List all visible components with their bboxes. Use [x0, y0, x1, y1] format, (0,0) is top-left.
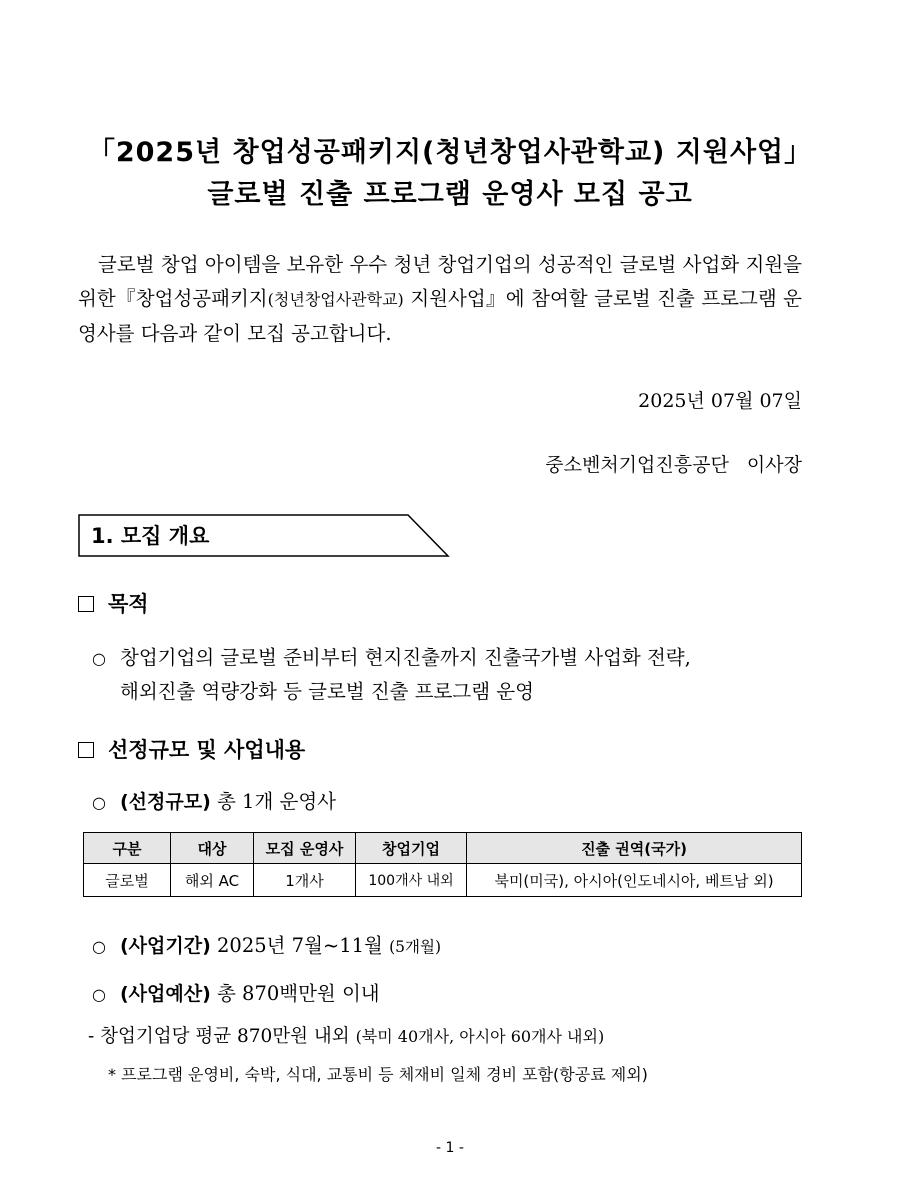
- circle-bullet-icon: ○: [92, 793, 106, 812]
- table-header-cell: 모집 운영사: [254, 833, 356, 864]
- table-header-cell: 구분: [84, 833, 171, 864]
- page-number: - 1 -: [436, 1140, 464, 1156]
- section-title: 1. 모집 개요: [91, 524, 210, 548]
- document-title-line2: 글로벌 진출 프로그램 운영사 모집 공고: [207, 179, 693, 210]
- circle-bullet-icon: ○: [92, 649, 106, 668]
- table-header-cell: 창업기업: [356, 833, 467, 864]
- scale-heading-text: 선정규모 및 사업내용: [108, 738, 306, 762]
- circle-bullet-icon: ○: [92, 985, 106, 1004]
- intro-text-part2: (청년창업사관학교): [267, 290, 404, 309]
- table-header-cell: 대상: [171, 833, 254, 864]
- issuer: 중소벤처기업진흥공단 이사장: [545, 454, 802, 476]
- table-cell: 해외 AC: [171, 864, 254, 897]
- purpose-heading: [78, 588, 149, 618]
- scale-bullet-label: (선정규모): [120, 791, 211, 813]
- period-text: 2025년 7월~11월: [217, 934, 383, 957]
- checkbox-square-icon: [78, 742, 94, 758]
- purpose-bullet-text1: 창업기업의 글로벌 준비부터 현지진출까지 진출국가별 사업화 전략,: [120, 646, 691, 669]
- budget-bullet: [92, 978, 380, 1006]
- announcement-date: 2025년 07월 07일: [638, 390, 802, 412]
- budget-detail-text: - 창업기업당 평균 870만원 내외: [88, 1026, 350, 1047]
- scale-bullet-text: 총 1개 운영사: [217, 790, 336, 813]
- budget-label: (사업예산): [120, 983, 211, 1005]
- budget-text: 총 870백만원 이내: [217, 982, 380, 1005]
- table-cell: 1개사: [254, 864, 356, 897]
- period-duration: (5개월): [389, 938, 442, 956]
- purpose-bullet-line2: 해외진출 역량강화 등 글로벌 진출 프로그램 운영: [120, 680, 534, 703]
- table-cell: 100개사 내외: [356, 864, 467, 897]
- table-header-cell: 진출 권역(국가): [467, 833, 802, 864]
- budget-note: * 프로그램 운영비, 숙박, 식대, 교통비 등 체재비 일체 경비 포함(항공료 제외): [108, 1065, 648, 1084]
- table-cell: 북미(미국), 아시아(인도네시아, 베트남 외): [467, 864, 802, 897]
- document-title-line1: 「2025년 창업성공패키지(청년창업사관학교) 지원사업」: [87, 137, 813, 168]
- period-label: (사업기간): [120, 935, 211, 957]
- section-header-box: [78, 514, 448, 556]
- selection-table: [83, 832, 802, 897]
- intro-paragraph: [78, 248, 802, 351]
- scale-heading: [78, 734, 305, 764]
- intro-text-part1: 글로벌 창업 아이템을 보유한 우수 청년 창업기업의 성공적인 글로벌 사업화 지원을 위한『창업성공패키지: [78, 253, 802, 310]
- circle-bullet-icon: ○: [92, 937, 106, 956]
- budget-detail-breakdown: (북미 40개사, 아시아 60개사 내외): [355, 1027, 605, 1046]
- table-row: [84, 864, 802, 897]
- budget-detail: [88, 1022, 604, 1048]
- intro-text-part3: 지원사업』에 참여할 글로벌 진출 프로그램 운영사를 다음과 같이 모집 공고합니다.: [78, 287, 803, 345]
- table-header-row: [84, 833, 802, 864]
- purpose-bullet-line1: [92, 642, 691, 670]
- table-cell: 글로벌: [84, 864, 171, 897]
- scale-bullet: [92, 786, 336, 814]
- purpose-heading-text: 목적: [108, 592, 149, 616]
- period-bullet: [92, 930, 441, 958]
- checkbox-square-icon: [78, 596, 94, 612]
